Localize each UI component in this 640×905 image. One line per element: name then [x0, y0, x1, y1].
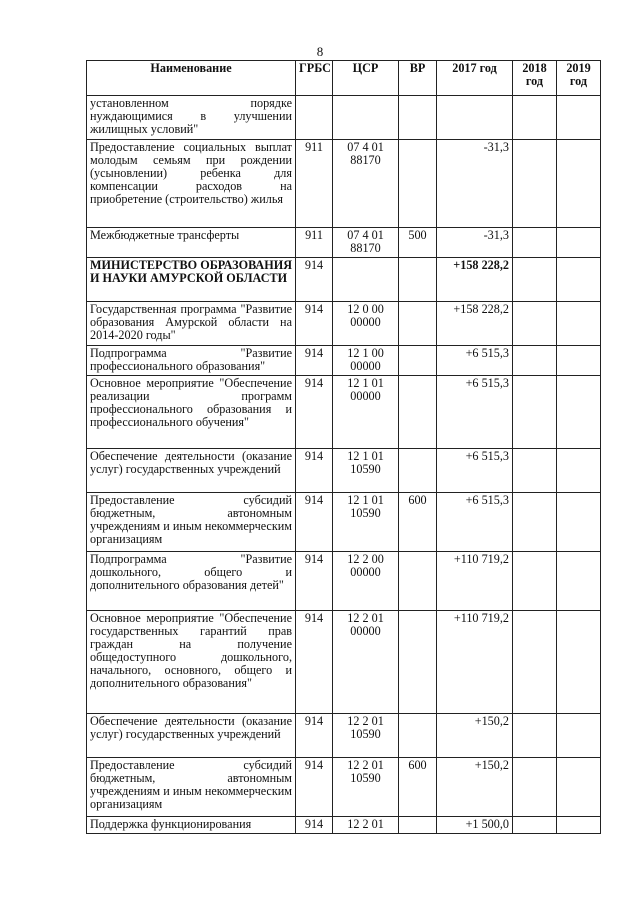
- column-header-2019: 2019 год: [557, 61, 601, 96]
- table-row: [87, 552, 601, 611]
- row-2017-cell: +1 500,0: [437, 817, 513, 834]
- row-2017-cell: +6 515,3: [437, 376, 513, 449]
- row-2019-cell: [557, 376, 601, 449]
- row-name-cell: Поддержка функционирования: [87, 817, 296, 834]
- row-grbs-cell: 911: [296, 140, 333, 228]
- budget-table: [86, 60, 601, 834]
- table-row: [87, 493, 601, 552]
- row-2018-cell: [513, 302, 557, 346]
- row-vr-cell: [399, 346, 437, 376]
- row-2019-cell: [557, 228, 601, 258]
- row-name-cell: Подпрограмма "Развитие профессионального образования": [87, 346, 296, 376]
- row-2017-cell: +6 515,3: [437, 493, 513, 552]
- row-2018-cell: [513, 493, 557, 552]
- row-csr-cell: 12 1 00 00000: [333, 346, 399, 376]
- row-csr-cell: 12 2 01 00000: [333, 611, 399, 714]
- row-csr-cell: 12 2 01: [333, 817, 399, 834]
- row-csr-cell: [333, 96, 399, 140]
- row-2019-cell: [557, 611, 601, 714]
- table-header-row: [87, 61, 601, 96]
- column-header-2018: 2018 год: [513, 61, 557, 96]
- row-2019-cell: [557, 817, 601, 834]
- row-vr-cell: [399, 611, 437, 714]
- row-name-cell: Предоставление социальных выплат молодым семьям при рождении (усыновлении) ребенка для компенсации расходов на приобретение (строительство) жилья: [87, 140, 296, 228]
- row-name-cell: Обеспечение деятельности (оказание услуг) государственных учреждений: [87, 714, 296, 758]
- row-grbs-cell: 914: [296, 817, 333, 834]
- row-vr-cell: 500: [399, 228, 437, 258]
- row-2017-cell: +158 228,2: [437, 302, 513, 346]
- row-name-cell: Предоставление субсидий бюджетным, автономным учреждениям и иным некоммерческим организациям: [87, 758, 296, 817]
- table-row: [87, 258, 601, 302]
- row-2017-cell: +6 515,3: [437, 346, 513, 376]
- row-csr-cell: 12 2 00 00000: [333, 552, 399, 611]
- table-row: [87, 376, 601, 449]
- row-2019-cell: [557, 258, 601, 302]
- row-csr-cell: 07 4 01 88170: [333, 140, 399, 228]
- page-number: 8: [316, 44, 324, 59]
- row-2018-cell: [513, 449, 557, 493]
- row-name-cell: Обеспечение деятельности (оказание услуг) государственных учреждений: [87, 449, 296, 493]
- row-2017-cell: -31,3: [437, 228, 513, 258]
- row-vr-cell: [399, 714, 437, 758]
- row-2017-cell: +158 228,2: [437, 258, 513, 302]
- row-2019-cell: [557, 552, 601, 611]
- row-csr-cell: 12 2 01 10590: [333, 758, 399, 817]
- row-grbs-cell: 914: [296, 346, 333, 376]
- row-name-cell: Государственная программа "Развитие образования Амурской области на 2014-2020 годы": [87, 302, 296, 346]
- row-vr-cell: [399, 817, 437, 834]
- row-vr-cell: [399, 96, 437, 140]
- row-name-cell: Основное мероприятие "Обеспечение государственных гарантий прав граждан на получение общедоступного дошкольного, начального, основного, общего и дополнительного образования": [87, 611, 296, 714]
- table-row: [87, 228, 601, 258]
- row-grbs-cell: 914: [296, 552, 333, 611]
- row-grbs-cell: 914: [296, 758, 333, 817]
- row-2018-cell: [513, 140, 557, 228]
- table-row: [87, 302, 601, 346]
- row-2019-cell: [557, 140, 601, 228]
- row-csr-cell: 12 1 01 10590: [333, 449, 399, 493]
- row-csr-cell: 12 1 01 00000: [333, 376, 399, 449]
- row-2019-cell: [557, 449, 601, 493]
- row-2017-cell: -31,3: [437, 140, 513, 228]
- row-vr-cell: [399, 258, 437, 302]
- row-2017-cell: +6 515,3: [437, 449, 513, 493]
- column-header-vr: ВР: [399, 61, 437, 96]
- row-vr-cell: [399, 449, 437, 493]
- row-grbs-cell: 914: [296, 714, 333, 758]
- row-grbs-cell: 911: [296, 228, 333, 258]
- row-2018-cell: [513, 817, 557, 834]
- row-2018-cell: [513, 611, 557, 714]
- row-grbs-cell: 914: [296, 376, 333, 449]
- row-csr-cell: 12 1 01 10590: [333, 493, 399, 552]
- row-csr-cell: 12 0 00 00000: [333, 302, 399, 346]
- row-2017-cell: +150,2: [437, 714, 513, 758]
- row-2018-cell: [513, 258, 557, 302]
- column-header-csr: ЦСР: [333, 61, 399, 96]
- row-name-cell: установленном порядке нуждающимися в улучшении жилищных условий": [87, 96, 296, 140]
- row-grbs-cell: 914: [296, 258, 333, 302]
- row-vr-cell: 600: [399, 758, 437, 817]
- row-2018-cell: [513, 376, 557, 449]
- row-2019-cell: [557, 493, 601, 552]
- table-row: [87, 758, 601, 817]
- row-2017-cell: +110 719,2: [437, 611, 513, 714]
- row-2019-cell: [557, 302, 601, 346]
- row-vr-cell: [399, 140, 437, 228]
- column-header-name: Наименование: [87, 61, 296, 96]
- row-name-cell: Основное мероприятие "Обеспечение реализации программ профессионального образования и профессионального обучения": [87, 376, 296, 449]
- table-row: [87, 611, 601, 714]
- row-csr-cell: [333, 258, 399, 302]
- row-2019-cell: [557, 758, 601, 817]
- table-row: [87, 817, 601, 834]
- row-grbs-cell: 914: [296, 449, 333, 493]
- row-csr-cell: 07 4 01 88170: [333, 228, 399, 258]
- row-2018-cell: [513, 552, 557, 611]
- table-row: [87, 96, 601, 140]
- row-grbs-cell: [296, 96, 333, 140]
- row-name-cell: МИНИСТЕРСТВО ОБРАЗОВАНИЯ И НАУКИ АМУРСКОЙ ОБЛАСТИ: [87, 258, 296, 302]
- table-row: [87, 714, 601, 758]
- column-header-grbs: ГРБС: [296, 61, 333, 96]
- row-2019-cell: [557, 714, 601, 758]
- table-row: [87, 346, 601, 376]
- row-grbs-cell: 914: [296, 302, 333, 346]
- row-2018-cell: [513, 228, 557, 258]
- row-2018-cell: [513, 714, 557, 758]
- row-2018-cell: [513, 96, 557, 140]
- table-row: [87, 140, 601, 228]
- row-2018-cell: [513, 758, 557, 817]
- column-header-2017: 2017 год: [437, 61, 513, 96]
- row-2017-cell: +110 719,2: [437, 552, 513, 611]
- row-2019-cell: [557, 96, 601, 140]
- row-csr-cell: 12 2 01 10590: [333, 714, 399, 758]
- row-2017-cell: [437, 96, 513, 140]
- row-2018-cell: [513, 346, 557, 376]
- row-2019-cell: [557, 346, 601, 376]
- row-name-cell: Предоставление субсидий бюджетным, автономным учреждениям и иным некоммерческим организациям: [87, 493, 296, 552]
- row-vr-cell: 600: [399, 493, 437, 552]
- row-vr-cell: [399, 302, 437, 346]
- row-vr-cell: [399, 376, 437, 449]
- row-2017-cell: +150,2: [437, 758, 513, 817]
- row-grbs-cell: 914: [296, 493, 333, 552]
- row-name-cell: Межбюджетные трансферты: [87, 228, 296, 258]
- row-name-cell: Подпрограмма "Развитие дошкольного, общего и дополнительного образования детей": [87, 552, 296, 611]
- row-vr-cell: [399, 552, 437, 611]
- table-row: [87, 449, 601, 493]
- row-grbs-cell: 914: [296, 611, 333, 714]
